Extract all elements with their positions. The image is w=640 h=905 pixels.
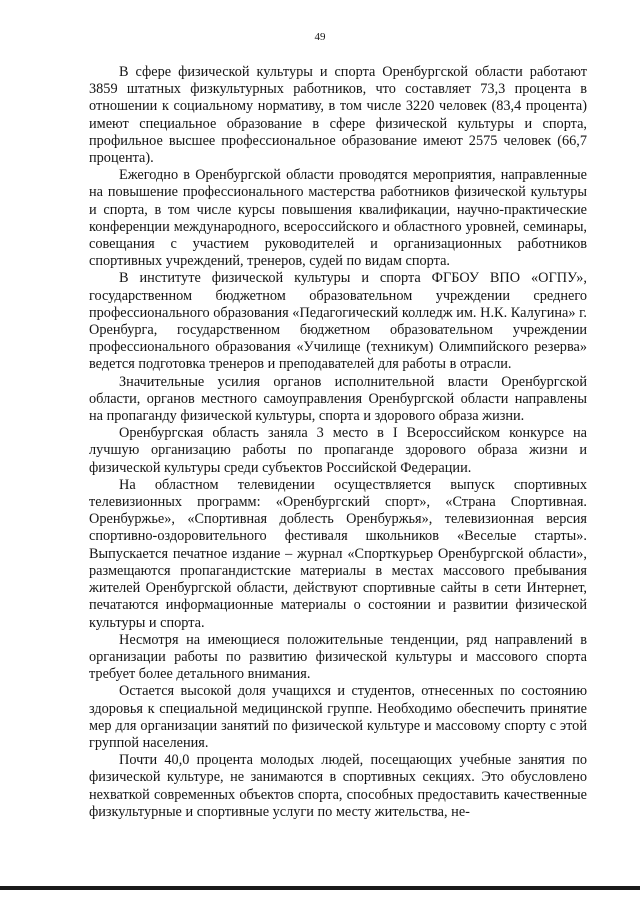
page-number: 49 xyxy=(314,31,326,43)
paragraph-staff-statistics: В сфере физической культуры и спорта Оренбургской области работают 3859 штатных физкультурных работников, что составляет 73,3 процента в отношении к социальному нормативу, в том числе 3220 человек (83,4 процента) имеют специальное образование в сфере физической культуры и спорта, профильное высшее профессиональное образование имеют 2575 человек (66,7 процента). xyxy=(89,64,587,167)
paragraph-media-programs: На областном телевидении осуществляется выпуск спортивных телевизионных программ: «Оренбургский спорт», «Страна Спортивная. Оренбуржье», «Спортивная доблесть Оренбуржья», телевизионная версия спортивно-оздоровительного фестиваля школьников «Веселые старты». Выпускается печатное издание – журнал «Спорткурьер Оренбургской области», размещаются пропагандистские материалы в местах массового пребывания жителей Оренбургской области, действуют спортивные сайты в сети Интернет, печатаются информационные материалы о состоянии и развитии физической культуры и спорта. xyxy=(89,476,587,631)
paragraph-trainer-education: В институте физической культуры и спорта ФГБОУ ВПО «ОГПУ», государственном бюджетном образовательном учреждении среднего профессионального образования «Педагогический колледж им. Н.К. Калугина» г. Оренбурга, государственном бюджетном образовательном учреждении профессионального образования «Училище (техникум) Олимпийского резерва» ведется подготовка тренеров и преподавателей для работы в отрасли. xyxy=(89,270,587,373)
paragraph-sports-sections: Почти 40,0 процента молодых людей, посещающих учебные занятия по физической культуре, не занимаются в спортивных секциях. Это обусловлено нехваткой современных объектов спорта, способных предоставить качественные физкультурные и спортивные услуги по месту жительства, не- xyxy=(89,752,587,820)
page-body xyxy=(89,64,587,821)
paragraph-special-medical-group: Остается высокой доля учащихся и студентов, отнесенных по состоянию здоровья к специальной медицинской группе. Необходимо обеспечить принятие мер для организации занятий по физической культуре и массовому спорту с этой группой населения. xyxy=(89,683,587,751)
paragraph-contest-result: Оренбургская область заняла 3 место в I Всероссийском конкурсе на лучшую организацию работы по пропаганде здорового образа жизни и физической культуры среди субъектов Российской Федерации. xyxy=(89,425,587,476)
paragraph-remaining-issues: Несмотря на имеющиеся положительные тенденции, ряд направлений в организации работы по развитию физической культуры и массового спорта требует более детального внимания. xyxy=(89,631,587,683)
paragraph-promotion-efforts: Значительные усилия органов исполнительной власти Оренбургской области, органов местного самоуправления Оренбургской области направлены на пропаганду физической культуры, спорта и здорового образа жизни. xyxy=(89,373,587,425)
scan-bottom-edge xyxy=(0,886,640,890)
paragraph-professional-development: Ежегодно в Оренбургской области проводятся мероприятия, направленные на повышение профессионального мастерства работников физической культуры и спорта, в том числе курсы повышения квалификации, научно-практические конференции международного, всероссийского и областного уровней, семинары, совещания с участием руководителей и организационных работников спортивных учреждений, тренеров, судей по видам спорта. xyxy=(89,167,587,270)
